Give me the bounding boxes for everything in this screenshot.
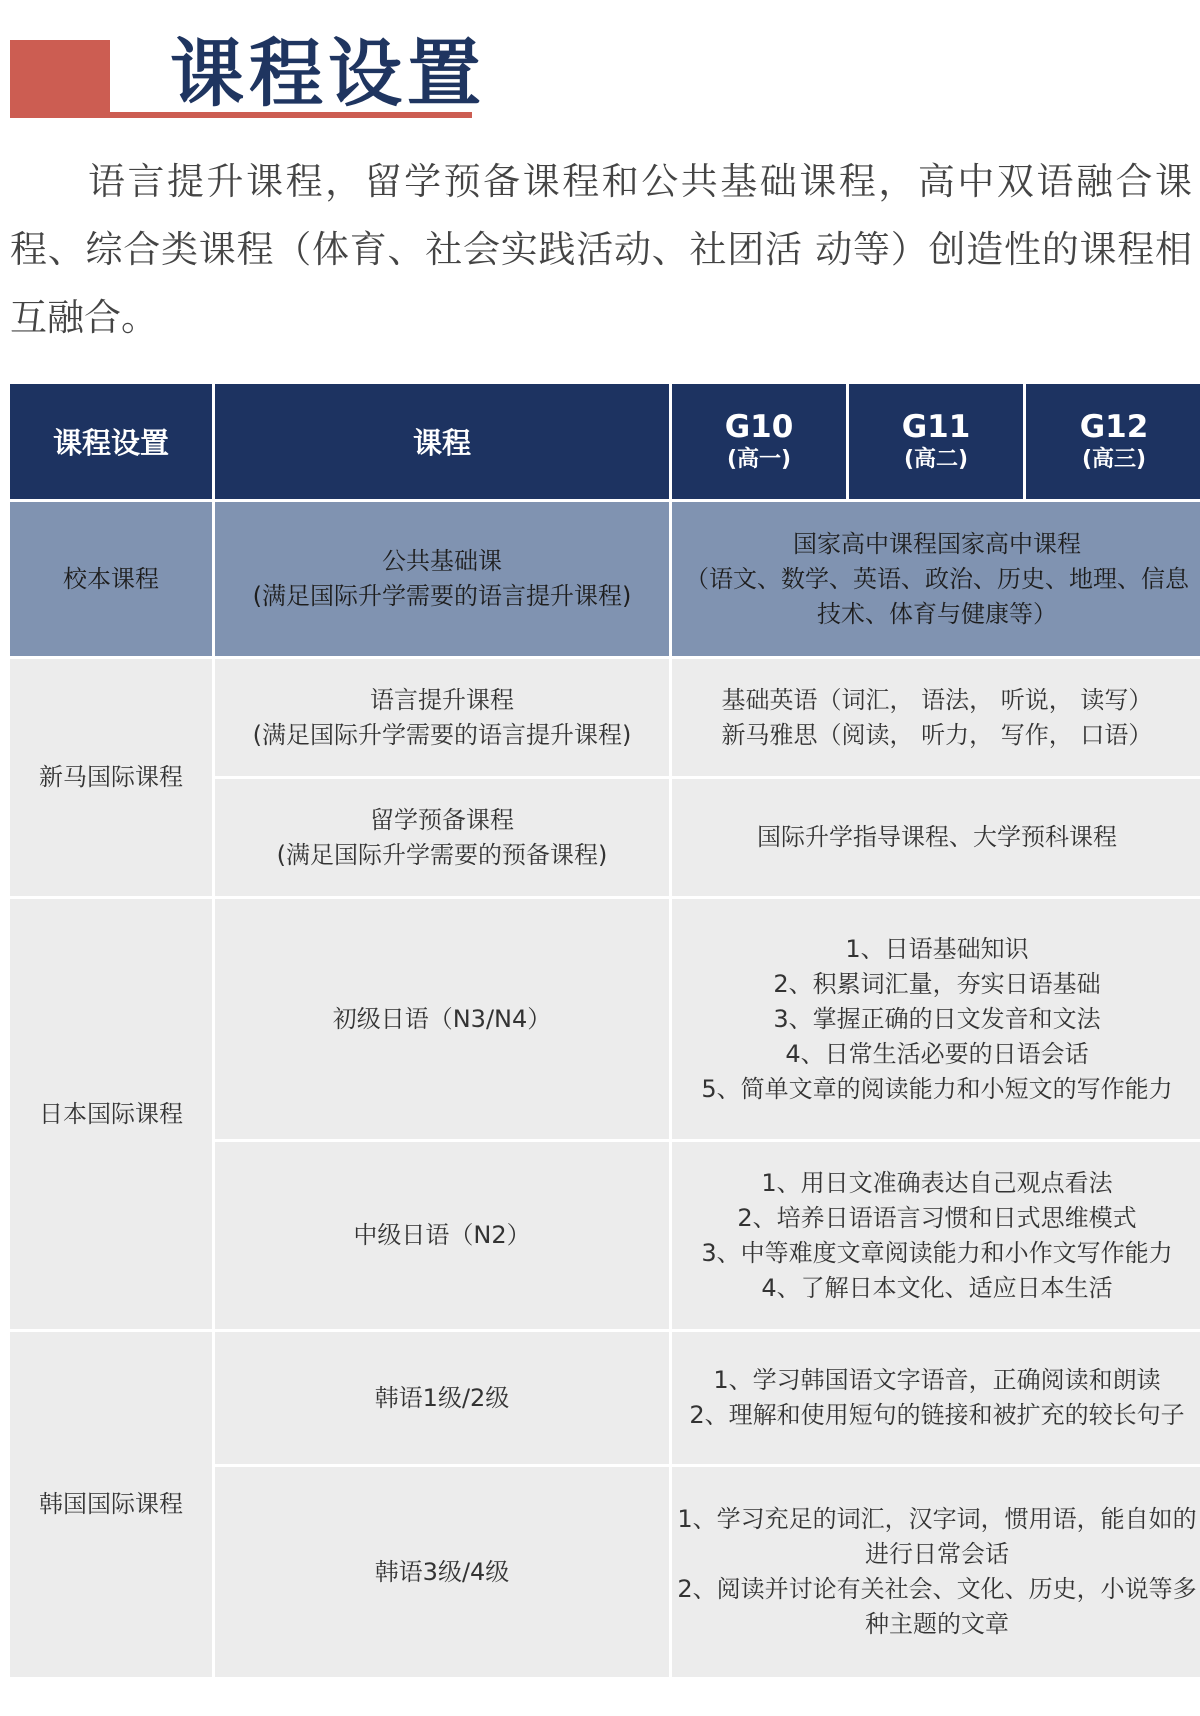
grade-code: G11 <box>901 408 971 445</box>
table-row-school <box>10 502 1200 659</box>
content-cell <box>672 502 1200 659</box>
course-cell <box>215 502 669 659</box>
content-line: 国际升学指导课程、大学预科课程 <box>757 823 1117 851</box>
table-row <box>10 899 1200 1142</box>
content-cell <box>672 1142 1200 1332</box>
category-xinma: 新马国际课程 <box>10 659 212 899</box>
list-item: 1、学习充足的词汇，汉字词，惯用语，能自如的进行日常会话 <box>677 1505 1197 1568</box>
curriculum-table <box>7 384 1200 1680</box>
list-item: 2、积累词汇量，夯实日语基础 <box>773 969 1101 998</box>
list-item: 1、用日文准确表达自己观点看法 <box>761 1168 1113 1197</box>
course-cell: 韩语3级/4级 <box>215 1467 669 1680</box>
course-note: (满足国际升学需要的语言提升课程) <box>252 582 632 610</box>
content-line: 新马雅思（阅读， 听力， 写作， 口语） <box>721 720 1153 749</box>
table-row <box>10 659 1200 779</box>
grade-label: (高二) <box>903 446 969 472</box>
header-course: 课程 <box>215 384 669 502</box>
category-school: 校本课程 <box>10 502 212 659</box>
list-item: 4、日常生活必要的日语会话 <box>785 1039 1089 1068</box>
course-name: 留学预备课程 <box>370 805 514 834</box>
category-japan: 日本国际课程 <box>10 899 212 1332</box>
course-cell <box>215 659 669 779</box>
page-title: 课程设置 <box>170 31 486 117</box>
content-cell <box>672 1467 1200 1680</box>
content-cell <box>672 779 1200 899</box>
list-item: 2、理解和使用短句的链接和被扩充的较长句子 <box>689 1401 1185 1429</box>
course-name: 公共基础课 <box>382 547 502 575</box>
content-line: 基础英语（词汇， 语法， 听说， 读写） <box>721 685 1153 714</box>
list-item: 3、中等难度文章阅读能力和小作文写作能力 <box>701 1238 1173 1267</box>
list-item: 3、掌握正确的日文发音和文法 <box>773 1004 1101 1033</box>
course-name: 语言提升课程 <box>370 685 514 714</box>
course-cell: 韩语1级/2级 <box>215 1332 669 1467</box>
course-note: (满足国际升学需要的语言提升课程) <box>252 720 632 749</box>
title-accent-block <box>10 40 110 118</box>
list-item: 2、培养日语语言习惯和日式思维模式 <box>737 1203 1137 1232</box>
content-title: 国家高中课程国家高中课程 <box>793 529 1081 558</box>
course-cell: 初级日语（N3/N4） <box>215 899 669 1142</box>
header-grade-g12 <box>1026 384 1200 502</box>
category-korea: 韩国国际课程 <box>10 1332 212 1680</box>
header-category: 课程设置 <box>10 384 212 502</box>
list-item: 1、日语基础知识 <box>845 934 1029 963</box>
table-header-row <box>10 384 1200 502</box>
table-row <box>10 1332 1200 1467</box>
list-item: 4、了解日本文化、适应日本生活 <box>761 1273 1113 1302</box>
grade-code: G10 <box>724 408 794 445</box>
content-cell <box>672 899 1200 1142</box>
content-detail: （语文、数学、英语、政治、历史、地理、信息技术、体育与健康等） <box>685 564 1189 628</box>
content-cell <box>672 1332 1200 1467</box>
list-item: 2、阅读并讨论有关社会、文化、历史，小说等多种主题的文章 <box>677 1575 1197 1638</box>
content-cell <box>672 659 1200 779</box>
list-item: 1、学习韩国语文字语音，正确阅读和朗读 <box>713 1366 1161 1394</box>
intro-paragraph: 语言提升课程，留学预备课程和公共基础课程，高中双语融合课程、综合类课程（体育、社会实践活动、社团活 动等）创造性的课程相互融合。 <box>10 160 1192 339</box>
grade-label: (高一) <box>726 446 792 472</box>
header-grade-g10 <box>672 384 846 502</box>
course-cell: 中级日语（N2） <box>215 1142 669 1332</box>
list-item: 5、简单文章的阅读能力和小短文的写作能力 <box>701 1074 1173 1103</box>
grade-code: G12 <box>1079 408 1149 445</box>
course-cell <box>215 779 669 899</box>
header-grade-g11 <box>849 384 1023 502</box>
course-note: (满足国际升学需要的预备课程) <box>276 840 608 869</box>
grade-label: (高三) <box>1081 446 1147 472</box>
